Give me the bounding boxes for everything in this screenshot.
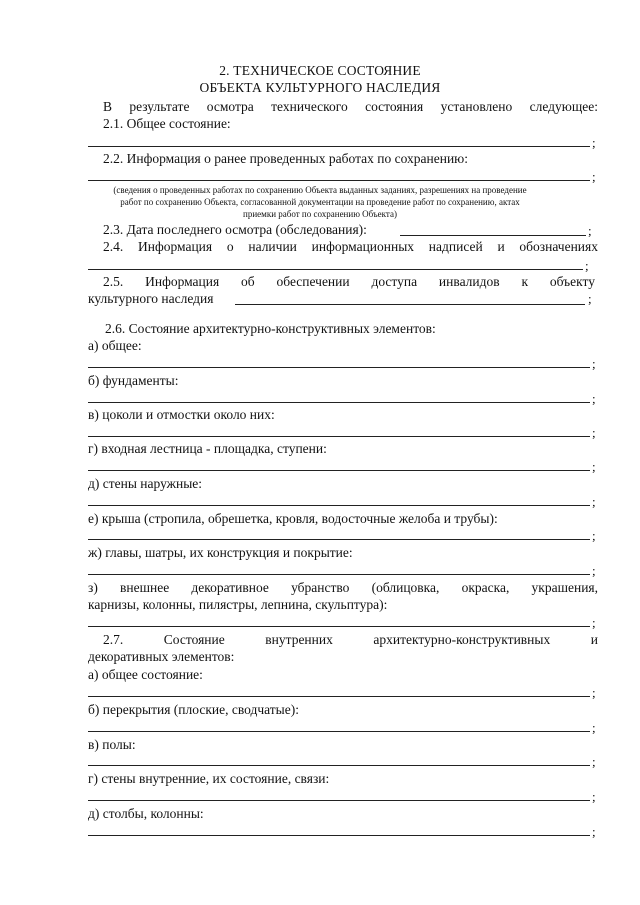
semicolon: ; [592,789,596,804]
section-2-6-z-label-1: з) внешнее декоративное убранство (облицовка, окраска, украшения, [88,580,598,595]
section-2-6-d-label: д) стены наружные: [88,476,203,491]
section-2-7-b-label: б) перекрытия (плоские, сводчатые): [88,702,299,717]
section-2-6-e-field[interactable] [88,539,590,540]
semicolon: ; [592,563,596,578]
section-2-6-z-label-2: карнизы, колонны, пилястры, лепнина, скульптура): [88,597,388,612]
section-2-2-field[interactable] [88,180,590,181]
semicolon: ; [592,356,596,371]
section-2-4-label: 2.4. Информация о наличии информационных надписей и обозначениях [103,239,598,254]
semicolon: ; [585,258,589,273]
semicolon: ; [592,720,596,735]
section-2-5-label-1: 2.5. Информация об обеспечении доступа инвалидов к объекту [103,274,595,289]
section-2-6-b-field[interactable] [88,402,590,403]
section-2-1-field[interactable] [88,146,590,147]
section-2-7-a-field[interactable] [88,696,590,697]
semicolon: ; [588,223,592,238]
semicolon: ; [592,135,596,150]
section-2-6-g-field[interactable] [88,470,590,471]
semicolon: ; [592,615,596,630]
section-2-6-zh-field[interactable] [88,574,590,575]
semicolon: ; [592,169,596,184]
section-2-6-label: 2.6. Состояние архитектурно-конструктивных элементов: [105,321,436,336]
section-2-7-label-1: 2.7. Состояние внутренних архитектурно-конструктивных и [103,632,598,647]
semicolon: ; [592,754,596,769]
title-line-2: ОБЪЕКТА КУЛЬТУРНОГО НАСЛЕДИЯ [199,80,441,95]
section-2-1-label: 2.1. Общее состояние: [103,116,231,131]
semicolon: ; [592,685,596,700]
semicolon: ; [588,291,592,306]
section-2-5-field[interactable] [235,304,585,305]
section-2-6-a-field[interactable] [88,367,590,368]
semicolon: ; [592,528,596,543]
section-2-2-note-1: (сведения о проведенных работах по сохранению Объекта выданных заданиях, разрешениях на проведение [113,185,527,195]
section-2-7-v-field[interactable] [88,765,590,766]
section-2-6-v-field[interactable] [88,436,590,437]
semicolon: ; [592,391,596,406]
section-2-7-d-field[interactable] [88,835,590,836]
section-2-6-e-label: е) крыша (стропила, обрешетка, кровля, водосточные желоба и трубы): [88,511,498,526]
section-2-3-field[interactable] [400,235,586,236]
semicolon: ; [592,459,596,474]
section-2-7-a-label: а) общее состояние: [88,667,203,682]
section-2-7-g-label: г) стены внутренние, их состояние, связи: [88,771,330,786]
semicolon: ; [592,494,596,509]
section-2-7-label-2: декоративных элементов: [88,649,235,664]
section-2-6-a-label: а) общее: [88,338,142,353]
section-2-7-b-field[interactable] [88,731,590,732]
section-2-6-z-field[interactable] [88,626,590,627]
intro-text: В результате осмотра технического состояния установлено следующее: [103,99,598,114]
section-2-6-v-label: в) цоколи и отмостки около них: [88,407,275,422]
section-2-7-g-field[interactable] [88,800,590,801]
section-2-2-note-3: приемки работ по сохранению Объекта) [243,209,397,219]
section-2-5-label-2: культурного наследия [88,291,214,306]
section-2-6-d-field[interactable] [88,505,590,506]
section-2-6-b-label: б) фундаменты: [88,373,179,388]
section-2-2-label: 2.2. Информация о ранее проведенных работах по сохранению: [103,151,469,166]
semicolon: ; [592,824,596,839]
section-2-2-note-2: работ по сохранению Объекта, согласованной документации на проведение работ по сохранению, актах [120,197,520,207]
section-2-6-zh-label: ж) главы, шатры, их конструкция и покрытие: [88,545,353,560]
section-2-4-field[interactable] [88,269,583,270]
section-2-7-d-label: д) столбы, колонны: [88,806,204,821]
section-2-7-v-label: в) полы: [88,737,136,752]
title-line-1: 2. ТЕХНИЧЕСКОЕ СОСТОЯНИЕ [219,63,421,78]
semicolon: ; [592,425,596,440]
section-2-3-label: 2.3. Дата последнего осмотра (обследования): [103,222,367,237]
section-2-6-g-label: г) входная лестница - площадка, ступени: [88,441,327,456]
